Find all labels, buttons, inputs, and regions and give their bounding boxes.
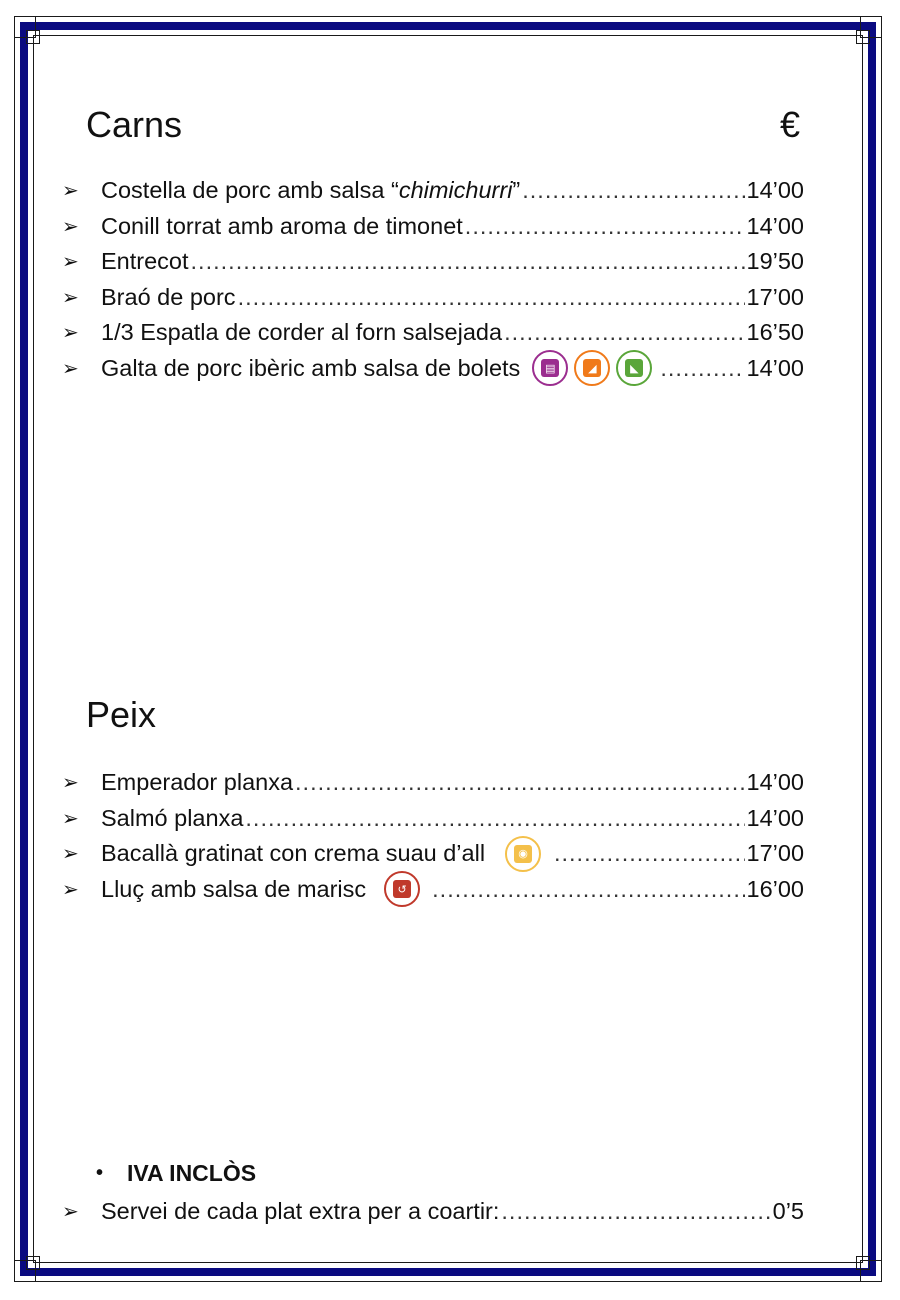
- dish-price: 14’00: [746, 177, 804, 204]
- arrow-bullet-icon: ➢: [62, 286, 79, 309]
- dish-name: Lluç amb salsa de marisc: [101, 875, 367, 902]
- arrow-bullet-icon: ➢: [62, 180, 79, 203]
- arrow-bullet-icon: ➢: [62, 1201, 79, 1224]
- allergen-icons: [384, 871, 420, 907]
- menu-item: [62, 1194, 804, 1230]
- menu-item: [62, 836, 804, 872]
- dot-leader: [295, 769, 744, 796]
- section-title-carns: Carns: [86, 104, 183, 145]
- dot-leader: [465, 213, 745, 240]
- dot-leader: [432, 876, 744, 903]
- currency-symbol: €: [780, 104, 801, 145]
- extra-service-price: 0’5: [772, 1198, 804, 1225]
- menu-item: [62, 173, 804, 209]
- arrow-bullet-icon: ➢: [62, 843, 79, 866]
- dot-leader: [501, 1198, 770, 1225]
- arrow-bullet-icon: ➢: [62, 807, 79, 830]
- menu-item: [62, 244, 804, 280]
- menu-item: [62, 801, 804, 837]
- menu-item: [62, 351, 804, 387]
- arrow-bullet-icon: ➢: [62, 215, 79, 238]
- dish-price: 14’00: [746, 212, 804, 239]
- menu-item: [62, 765, 804, 801]
- dish-price: 19’50: [746, 248, 804, 275]
- extra-service-list: [62, 1194, 804, 1230]
- sulphites-allergen-icon: ◣: [616, 350, 652, 386]
- dish-price: 14’00: [746, 354, 804, 381]
- milk-allergen-icon: ◉: [505, 836, 541, 872]
- dish-price: 16’00: [746, 875, 804, 902]
- dish-name: Salmó planxa: [101, 804, 244, 831]
- menu-list-peix: [62, 765, 804, 907]
- menu-item: [62, 872, 804, 908]
- dish-name: Entrecot: [101, 248, 189, 275]
- dish-name: Emperador planxa: [101, 769, 294, 796]
- arrow-bullet-icon: ➢: [62, 251, 79, 274]
- dot-leader: [660, 355, 744, 382]
- dish-name: Costella de porc amb salsa “chimichurri”: [101, 177, 521, 204]
- dot-leader: [504, 319, 744, 346]
- dish-name: Bacallà gratinat con crema suau d’all: [101, 840, 486, 867]
- dish-name: Braó de porc: [101, 283, 236, 310]
- mustard-allergen-icon: ◢: [574, 350, 610, 386]
- menu-item: [62, 280, 804, 316]
- arrow-bullet-icon: ➢: [62, 322, 79, 345]
- extra-service-name: Servei de cada plat extra per a coartir:: [101, 1198, 500, 1225]
- dish-price: 14’00: [746, 804, 804, 831]
- arrow-bullet-icon: ➢: [62, 772, 79, 795]
- dish-price: 17’00: [746, 283, 804, 310]
- dish-price: 14’00: [746, 769, 804, 796]
- dish-name: Galta de porc ibèric amb salsa de bolets: [101, 354, 521, 381]
- menu-list-carns: [62, 173, 804, 386]
- section-title-peix: Peix: [86, 694, 157, 735]
- bullet-dot-icon: •: [96, 1162, 104, 1184]
- corner-ornament: [26, 30, 40, 44]
- arrow-bullet-icon: ➢: [62, 357, 79, 380]
- corner-ornament: [856, 1256, 870, 1270]
- vat-note-text: IVA INCLÒS: [127, 1160, 257, 1186]
- menu-item: [62, 209, 804, 245]
- menu-item: [62, 315, 804, 351]
- dish-price: 16’50: [746, 319, 804, 346]
- dish-name: 1/3 Espatla de corder al forn salsejada: [101, 319, 503, 346]
- dot-leader: [238, 284, 745, 311]
- dish-name: Conill torrat amb aroma de timonet: [101, 212, 463, 239]
- arrow-bullet-icon: ➢: [62, 878, 79, 901]
- corner-ornament: [26, 1256, 40, 1270]
- celery-allergen-icon: ▤: [532, 350, 568, 386]
- dot-leader: [191, 248, 745, 275]
- corner-ornament: [856, 30, 870, 44]
- vat-note: [96, 1160, 256, 1187]
- dot-leader: [245, 805, 744, 832]
- crustaceans-allergen-icon: ↺: [384, 871, 420, 907]
- allergen-icons: [505, 836, 541, 872]
- allergen-icons: [532, 350, 652, 386]
- dish-price: 17’00: [746, 840, 805, 867]
- dot-leader: [522, 177, 744, 204]
- dot-leader: [554, 840, 745, 867]
